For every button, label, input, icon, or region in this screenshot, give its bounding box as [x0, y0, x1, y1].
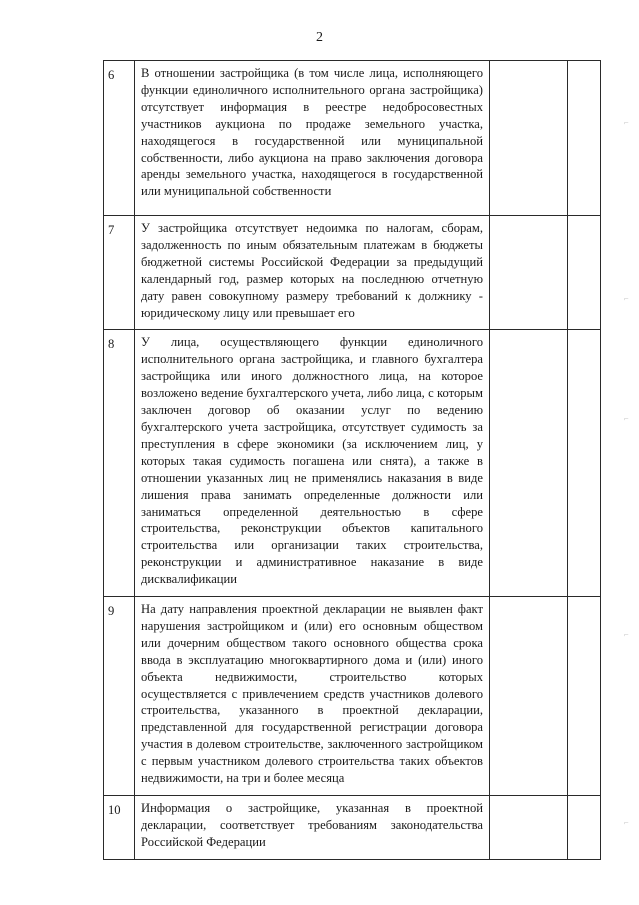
row-text: У застройщика отсутствует недоимка по налогам, сборам, задолженность по иным обязательным платежам в бюджеты бюджетной системы Российской Федерации за предыдущий календарный год, размер которых на последнюю отчетную дату равен совокупному размеру требований к должнику - юридическому лицу или превышает его [135, 216, 490, 330]
empty-cell [490, 796, 568, 860]
table-row [104, 61, 601, 216]
empty-cell [568, 796, 601, 860]
empty-cell [490, 597, 568, 796]
empty-cell [490, 216, 568, 330]
requirements-table [103, 60, 601, 860]
row-number: 7 [104, 216, 135, 330]
empty-cell [568, 597, 601, 796]
row-text: В отношении застройщика (в том числе лица, исполняющего функции единоличного исполнительного органа застройщика) отсутствует информация в реестре недобросовестных участников аукциона по продаже земельного участка, находящегося в государственной или муниципальной собственности, либо аукциона на право заключения договора аренды земельного участка, находящегося в государственной или муниципальной собственности [135, 61, 490, 216]
scan-artifact-mark: ⌐ [624, 118, 629, 127]
empty-cell [568, 216, 601, 330]
row-text: Информация о застройщике, указанная в проектной декларации, соответствует требованиям законодательства Российской Федерации [135, 796, 490, 860]
scan-artifact-mark: ⌐ [624, 414, 629, 423]
table-row [104, 597, 601, 796]
table-row [104, 216, 601, 330]
scan-artifact-mark: ⌐ [624, 630, 629, 639]
row-text: У лица, осуществляющего функции единоличного исполнительного органа застройщика, и главного бухгалтера застройщика или иного должностного лица, на которое возложено ведение бухгалтерского учета, либо лица, с которым заключен договор об оказании услуг по ведению бухгалтерского учета застройщика, отсутствует судимость за преступления в сфере экономики (за исключением лиц, у которых такая судимость погашена или снята), а также в отношении указанных лиц не применялись наказания в виде лишения права занимать определенные должности или заниматься определенной деятельностью в сфере строительства, реконструкции объектов капитального строительства или организации таких строительства, реконструкции и административное наказание в виде дисквалификации [135, 330, 490, 597]
empty-cell [568, 61, 601, 216]
row-number: 10 [104, 796, 135, 860]
row-text: На дату направления проектной декларации не выявлен факт нарушения застройщиком и (или) его основным обществом или дочерним обществом такого основного общества срока ввода в эксплуатацию многоквартирного дома и (или) иного объекта недвижимости, строительство которых осуществляется с привлечением средств участников долевого строительства, указанного в проектной декларации, представленной для государственной регистрации договора участия в долевом строительстве, заключенного застройщиком с первым участником долевого строительства таких объектов недвижимости, на три и более месяца [135, 597, 490, 796]
table-row [104, 330, 601, 597]
scan-artifact-mark: ⌐ [624, 294, 629, 303]
row-number: 8 [104, 330, 135, 597]
empty-cell [568, 330, 601, 597]
table-row [104, 796, 601, 860]
page-number: 2 [316, 30, 323, 45]
row-number: 9 [104, 597, 135, 796]
empty-cell [490, 61, 568, 216]
scan-artifact-mark: ⌐ [624, 818, 629, 827]
empty-cell [490, 330, 568, 597]
row-number: 6 [104, 61, 135, 216]
